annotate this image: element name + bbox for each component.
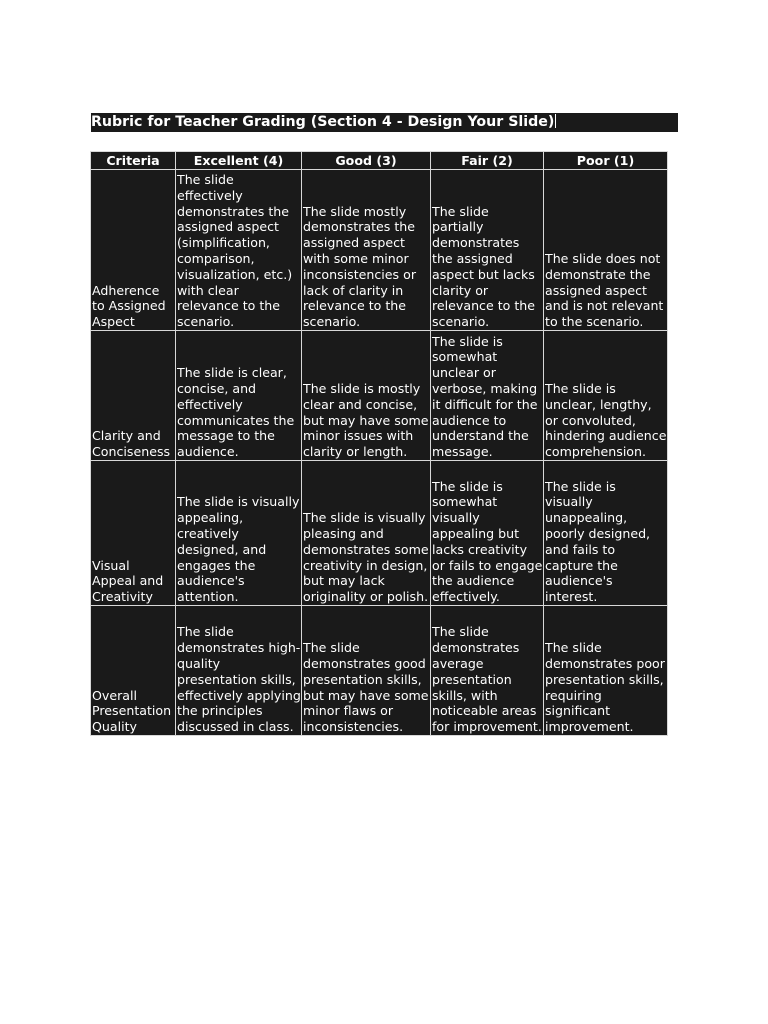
document-title: Rubric for Teacher Grading (Section 4 - Design Your Slide) [91,114,555,130]
table-row [91,461,668,606]
header-excellent: Excellent (4) [176,152,302,170]
document-title-bar [91,113,678,132]
rubric-table [90,151,668,736]
criteria-cell: Clarity and Conciseness [91,331,176,461]
table-row [91,606,668,736]
excellent-cell: The slide effectively demonstrates the assigned aspect (simplification, comparison, visualization, etc.) with clear relevance to the scenario. [176,170,302,331]
header-poor: Poor (1) [544,152,668,170]
excellent-cell: The slide is clear, concise, and effectively communicates the message to the audience. [176,331,302,461]
poor-cell: The slide is visually unappealing, poorly designed, and fails to capture the audience's interest. [544,461,668,606]
poor-cell: The slide does not demonstrate the assigned aspect and is not relevant to the scenario. [544,170,668,331]
header-fair: Fair (2) [431,152,544,170]
good-cell: The slide mostly demonstrates the assigned aspect with some minor inconsistencies or lack of clarity in relevance to the scenario. [302,170,431,331]
excellent-cell: The slide is visually appealing, creatively designed, and engages the audience's attention. [176,461,302,606]
table-row [91,331,668,461]
table-row [91,170,668,331]
fair-cell: The slide is somewhat unclear or verbose, making it difficult for the audience to understand the message. [431,331,544,461]
good-cell: The slide is visually pleasing and demonstrates some creativity in design, but may lack originality or polish. [302,461,431,606]
header-row [91,152,668,170]
fair-cell: The slide is somewhat visually appealing but lacks creativity or fails to engage the audience effectively. [431,461,544,606]
excellent-cell: The slide demonstrates high-quality presentation skills, effectively applying the principles discussed in class. [176,606,302,736]
fair-cell: The slide demonstrates average presentation skills, with noticeable areas for improvement. [431,606,544,736]
header-criteria: Criteria [91,152,176,170]
criteria-cell: Visual Appeal and Creativity [91,461,176,606]
criteria-cell: Adherence to Assigned Aspect [91,170,176,331]
poor-cell: The slide is unclear, lengthy, or convoluted, hindering audience comprehension. [544,331,668,461]
criteria-cell: Overall Presentation Quality [91,606,176,736]
text-cursor [555,114,556,128]
header-good: Good (3) [302,152,431,170]
poor-cell: The slide demonstrates poor presentation skills, requiring significant improvement. [544,606,668,736]
good-cell: The slide is mostly clear and concise, but may have some minor issues with clarity or length. [302,331,431,461]
good-cell: The slide demonstrates good presentation skills, but may have some minor flaws or inconsistencies. [302,606,431,736]
fair-cell: The slide partially demonstrates the assigned aspect but lacks clarity or relevance to the scenario. [431,170,544,331]
